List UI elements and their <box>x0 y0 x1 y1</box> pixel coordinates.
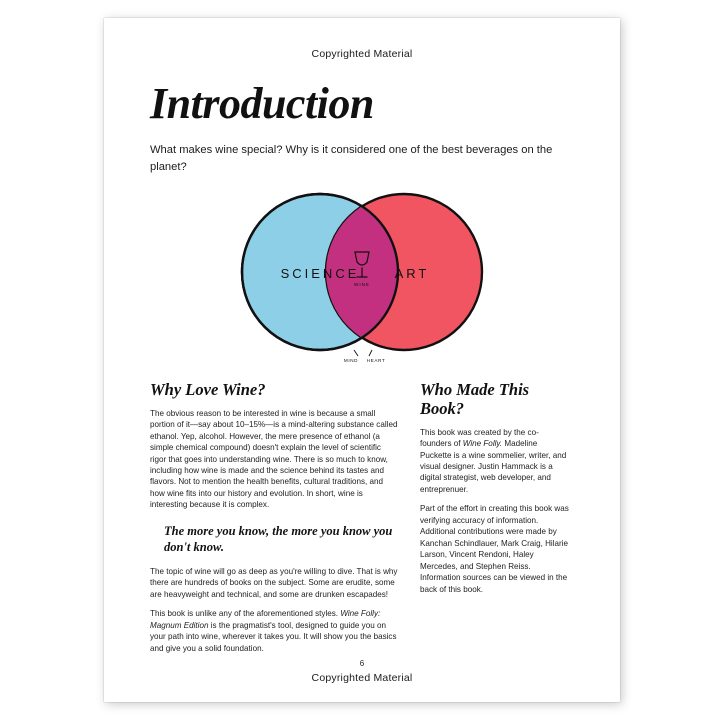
who-para1-part2: Madeline Puckette is a wine sommelier, writer, and visual designer. Justin Hammack is a digital strategist, web developer, and entreprenuer. <box>420 439 567 494</box>
two-column-body <box>150 381 574 663</box>
intro-paragraph: What makes wine special? Why is it considered one of the best beverages on the planet? <box>150 144 553 173</box>
para3-part2: is the pragmatist's tool, designed to guide you on your path into wine, wherever it takes you. It will show you the basics and give you a solid foundation. <box>150 620 397 653</box>
why-love-wine-heading: Why Love Wine? <box>150 379 266 399</box>
column-why-love-wine <box>150 381 398 663</box>
pull-quote: The more you know, the more you know you don't know. <box>164 523 393 555</box>
why-love-wine-paragraph-2: The topic of wine will go as deep as you're willing to dive. That is why there are hundreds of books on the subject. Some are erudite, some are heavyweight and technical, and some are drunken escapades! <box>150 566 398 599</box>
venn-diagram <box>150 190 574 375</box>
venn-label-mind: MIND <box>343 357 359 363</box>
who-made-this-book-heading: Who Made This Book? <box>420 379 530 418</box>
book-page-sheet <box>104 18 620 702</box>
venn-label-wine: WINE <box>354 281 370 287</box>
who-made-paragraph-1 <box>420 427 570 496</box>
para3-book-title: Wine Folly: Magnum Edition <box>150 609 381 630</box>
page-number: 6 <box>359 659 365 668</box>
venn-label-art: ART <box>394 265 430 281</box>
page-title: Introduction <box>150 79 374 128</box>
who-para1-part1: This book was created by the co-founders of <box>420 427 539 449</box>
column-who-made-this-book <box>420 381 570 663</box>
page-footer <box>104 659 620 684</box>
why-love-wine-paragraph-1: The obvious reason to be interested in wine is because a small portion of it—say about 10–15%—is a mind-altering substance called ethanol. Yep, alcohol. However, the mere presence of ethanol (a simple chemical compound) doesn't explain the level of scientific rigor that goes into understanding wine. There is so much to know, including how wine is made and the science behind its tastes and flavors. Not to mention the health benefits, cultural traditions, and how wine fits into our history and evolution. In short, wine is interesting because it is complex. <box>150 408 398 510</box>
para3-part1: This book is unlike any of the aforementioned styles. <box>150 609 341 619</box>
copyright-header: Copyrighted Material <box>311 48 413 60</box>
copyright-footer: Copyrighted Material <box>311 672 413 684</box>
who-made-paragraph-2: Part of the effort in creating this book was verifying accuracy of information. Additional contributions were made by Kanchan Schindlauer, Mark Craig, Hilarie Larson, Vincent Rendoni, Haley Mercedes, and Stephen Reiss. Information sources can be viewed in the back of this book. <box>420 504 569 594</box>
why-love-wine-paragraph-3 <box>150 608 398 654</box>
who-para1-book-title: Wine Folly. <box>462 439 503 449</box>
venn-diagram-svg <box>212 190 512 375</box>
page-content <box>104 18 620 702</box>
venn-label-science: SCIENCE <box>280 265 360 281</box>
venn-label-heart: HEART <box>366 357 386 363</box>
